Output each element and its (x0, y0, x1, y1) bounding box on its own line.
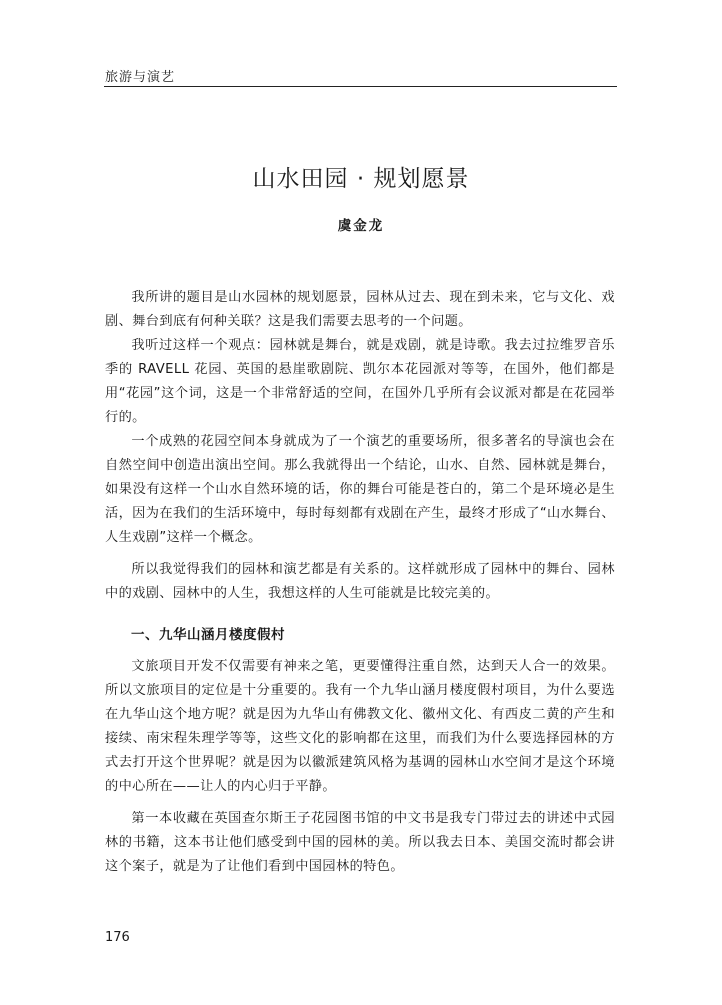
body-paragraph-1: 我所讲的题目是山水园林的规划愿景，园林从过去、现在到未来，它与文化、戏剧、舞台到底有何种关联？这是我们需要去思考的一个问题。 (105, 290, 615, 329)
running-header: 旅游与演艺 (105, 70, 176, 85)
article-author: 虞金龙 (337, 218, 385, 234)
body-paragraph-4: 所以我觉得我们的园林和演艺都是有关系的。这样就形成了园林中的舞台、园林中的戏剧、园林中的人生，我想这样的人生可能就是比较完美的。 (105, 562, 615, 601)
section-paragraph-1: 文旅项目开发不仅需要有神来之笔，更要懂得注重自然，达到天人合一的效果。所以文旅项目的定位是十分重要的。我有一个九华山涵月楼度假村项目，为什么要选在九华山这个地方呢？就是因为九华山有佛教文化、徽州文化、有西皮二黄的产生和接续、南宋程朱理学等等，这些文化的影响都在这里，而我们为什么要选择园林的方式去打开这个世界呢？就是因为以徽派建筑风格为基调的园林山水空间才是这个环境的中心所在——让人的内心归于平静。 (105, 659, 615, 794)
body-paragraph-2: 我听过这样一个观点：园林就是舞台，就是戏剧，就是诗歌。我去过拉维罗音乐季的 RAVELL 花园、英国的悬崖歌剧院、凯尔本花园派对等等，在国外，他们都是用“花园”这个词，这是一个非常舒适的空间，在国外几乎所有会议派对都是在花园举行的。 (105, 338, 615, 425)
body-paragraph-3: 一个成熟的花园空间本身就成为了一个演艺的重要场所，很多著名的导演也会在自然空间中创造出演出空间。那么我就得出一个结论，山水、自然、园林就是舞台，如果没有这样一个山水自然环境的话，你的舞台可能是苍白的，第二个是环境必是生活，因为在我们的生活环境中，每时每刻都有戏剧在产生，最终才形成了“山水舞台、人生戏剧”这样一个概念。 (105, 434, 615, 545)
section-paragraph-2: 第一本收藏在英国查尔斯王子花园图书馆的中文书是我专门带过去的讲述中式园林的书籍，这本书让他们感受到中国的园林的美。所以我去日本、美国交流时都会讲这个案子，就是为了让他们看到中国园林的特色。 (105, 811, 615, 874)
page-number: 176 (105, 930, 130, 945)
article-title: 山水田园 · 规划愿景 (252, 166, 470, 192)
section-heading: 一、九华山涵月楼度假村 (131, 627, 285, 643)
header-rule (104, 86, 617, 87)
